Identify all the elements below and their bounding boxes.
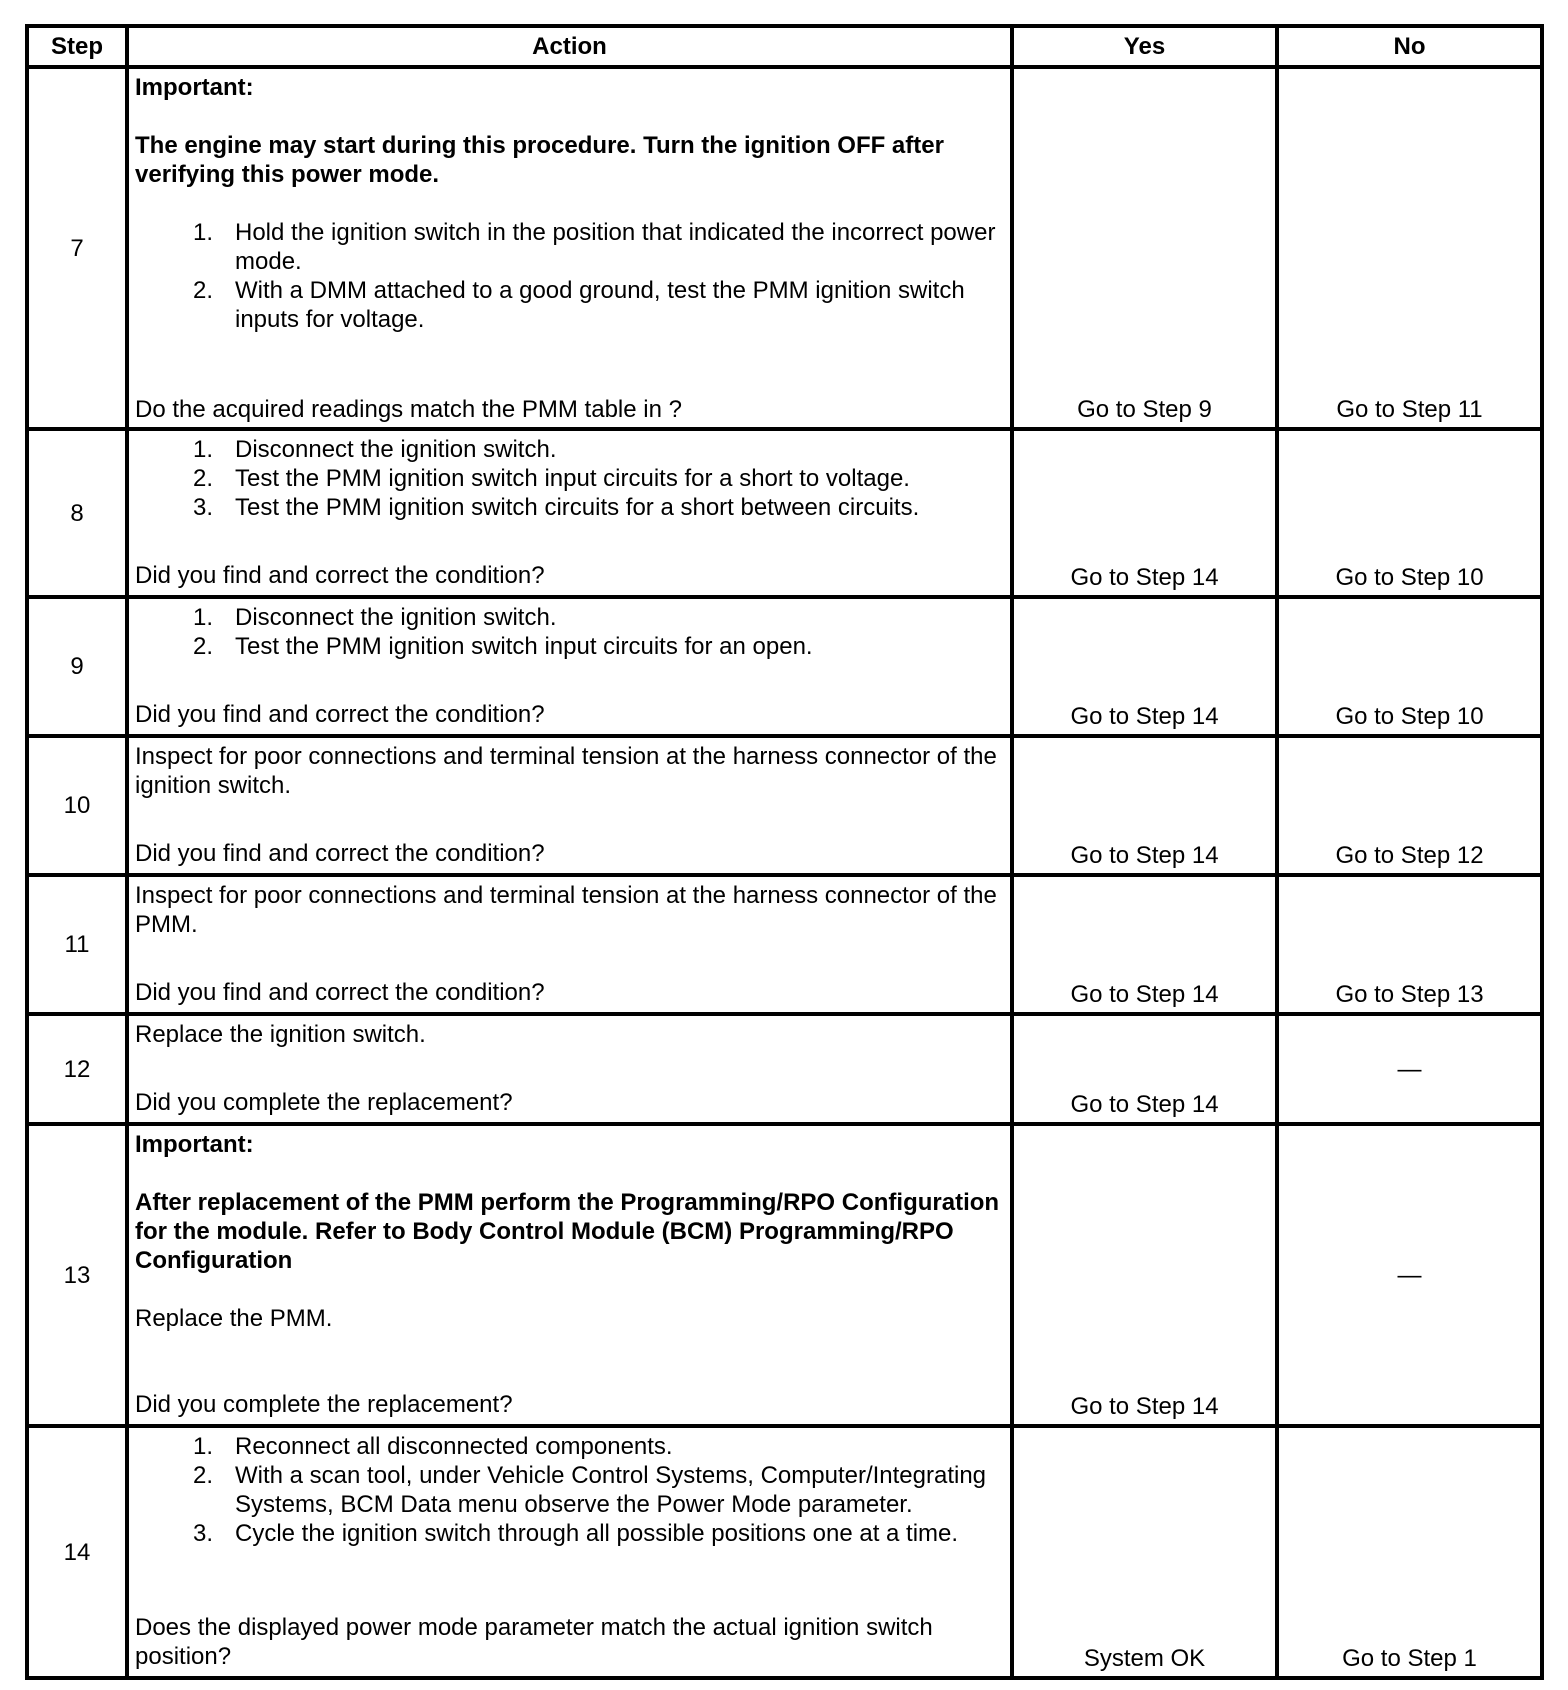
instruction-list	[135, 218, 1002, 334]
action-text: Replace the PMM.	[135, 1305, 333, 1332]
header-no: No	[1277, 26, 1542, 67]
instruction-list	[135, 603, 1002, 661]
list-item: 2. Test the PMM ignition switch input circuits for an open.	[192, 633, 813, 660]
action-cell	[127, 736, 1012, 875]
action-cell	[127, 1014, 1012, 1124]
action-text: Inspect for poor connections and terminal tension at the harness connector of the ignition switch.	[135, 743, 997, 799]
no-result: Go to Step 11	[1277, 67, 1542, 429]
question-text: Did you find and correct the condition?	[135, 840, 545, 867]
table-row-step-12	[27, 1014, 1542, 1124]
no-result: Go to Step 10	[1277, 429, 1542, 597]
diagnostic-table	[25, 24, 1544, 1680]
instruction-list	[135, 1432, 1002, 1548]
important-text: After replacement of the PMM perform the Programming/RPO Configuration for the module. Refer to Body Control Module (BCM) Programming/RPO Configuration	[135, 1189, 1000, 1274]
yes-result: Go to Step 14	[1012, 875, 1277, 1014]
yes-result: Go to Step 14	[1012, 429, 1277, 597]
yes-result: Go to Step 9	[1012, 67, 1277, 429]
list-item: 1. Hold the ignition switch in the position that indicated the incorrect power mode.	[192, 219, 996, 275]
step-number: 13	[27, 1124, 127, 1426]
yes-result: Go to Step 14	[1012, 597, 1277, 736]
important-text: The engine may start during this procedure. Turn the ignition OFF after verifying this power mode.	[135, 132, 944, 188]
question-text: Does the displayed power mode parameter match the actual ignition switch position?	[135, 1614, 933, 1670]
step-number: 9	[27, 597, 127, 736]
header-row	[27, 26, 1542, 67]
header-action: Action	[127, 26, 1012, 67]
list-item: 3. Test the PMM ignition switch circuits for a short between circuits.	[192, 494, 920, 521]
no-result: Go to Step 10	[1277, 597, 1542, 736]
yes-result: Go to Step 14	[1012, 736, 1277, 875]
list-item: 2. Test the PMM ignition switch input circuits for a short to voltage.	[192, 465, 910, 492]
header-step: Step	[27, 26, 127, 67]
yes-result: Go to Step 14	[1012, 1014, 1277, 1124]
list-item: 2. With a scan tool, under Vehicle Control Systems, Computer/Integrating Systems, BCM Data menu observe the Power Mode parameter.	[192, 1462, 987, 1518]
no-result: —	[1277, 1014, 1542, 1124]
action-text: Replace the ignition switch.	[135, 1021, 426, 1048]
table-row-step-10	[27, 736, 1542, 875]
header-yes: Yes	[1012, 26, 1277, 67]
step-number: 8	[27, 429, 127, 597]
question-text: Did you find and correct the condition?	[135, 562, 545, 589]
action-cell	[127, 597, 1012, 736]
table-row-step-14	[27, 1426, 1542, 1678]
step-number: 11	[27, 875, 127, 1014]
instruction-list	[135, 435, 1002, 522]
no-result: Go to Step 1	[1277, 1426, 1542, 1678]
list-item: 1. Disconnect the ignition switch.	[192, 436, 557, 463]
no-result: —	[1277, 1124, 1542, 1426]
question-text: Do the acquired readings match the PMM table in ?	[135, 396, 682, 423]
no-result: Go to Step 13	[1277, 875, 1542, 1014]
yes-result: Go to Step 14	[1012, 1124, 1277, 1426]
step-number: 12	[27, 1014, 127, 1124]
list-item: 2. With a DMM attached to a good ground, test the PMM ignition switch inputs for voltage.	[192, 277, 965, 333]
question-text: Did you complete the replacement?	[135, 1089, 513, 1116]
table-row-step-7	[27, 67, 1542, 429]
table-row-step-9	[27, 597, 1542, 736]
table-row-step-11	[27, 875, 1542, 1014]
no-result: Go to Step 12	[1277, 736, 1542, 875]
action-cell	[127, 429, 1012, 597]
action-cell	[127, 67, 1012, 429]
action-cell	[127, 1426, 1012, 1678]
step-number: 14	[27, 1426, 127, 1678]
table-row-step-13	[27, 1124, 1542, 1426]
step-number: 10	[27, 736, 127, 875]
yes-result: System OK	[1012, 1426, 1277, 1678]
important-label: Important:	[135, 1131, 254, 1158]
list-item: 1. Reconnect all disconnected components.	[192, 1433, 673, 1460]
action-text: Inspect for poor connections and terminal tension at the harness connector of the PMM.	[135, 882, 997, 938]
question-text: Did you complete the replacement?	[135, 1391, 513, 1418]
action-cell	[127, 1124, 1012, 1426]
question-text: Did you find and correct the condition?	[135, 979, 545, 1006]
list-item: 1. Disconnect the ignition switch.	[192, 604, 557, 631]
list-item: 3. Cycle the ignition switch through all possible positions one at a time.	[192, 1520, 959, 1547]
action-cell	[127, 875, 1012, 1014]
table-row-step-8	[27, 429, 1542, 597]
question-text: Did you find and correct the condition?	[135, 701, 545, 728]
step-number: 7	[27, 67, 127, 429]
important-label: Important:	[135, 74, 254, 101]
